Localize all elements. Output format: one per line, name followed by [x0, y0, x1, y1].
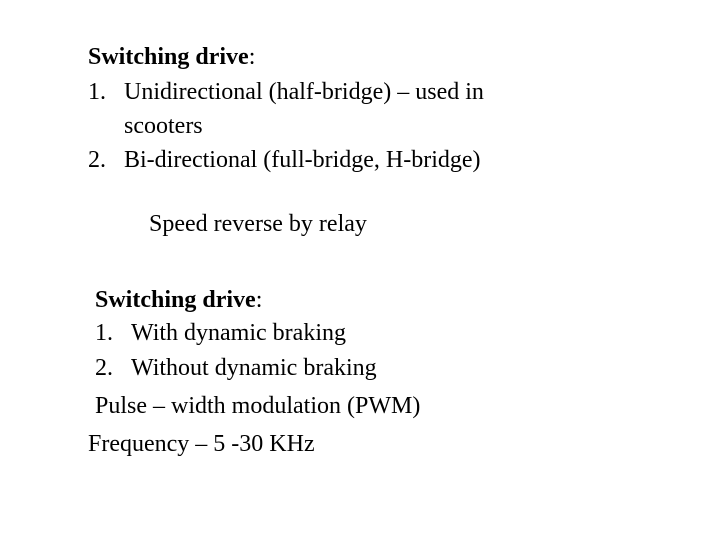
block1-item-2-number: 2. — [88, 147, 106, 173]
block2-item-1-number: 1. — [95, 320, 113, 346]
block2-item-2 — [95, 351, 377, 385]
block2-item-1-text: With dynamic braking — [131, 320, 346, 346]
block2-item-2-text: Without dynamic braking — [131, 355, 377, 381]
block1-heading-bold: Switching drive — [88, 44, 249, 70]
block2-heading-colon: : — [255, 287, 263, 313]
frequency-text: Frequency – 5 -30 KHz — [88, 431, 315, 457]
block2-heading — [95, 283, 262, 317]
speed-reverse-text: Speed reverse by relay — [149, 211, 367, 237]
pwm-text: Pulse – width modulation (PWM) — [95, 393, 421, 419]
block1-heading — [88, 40, 255, 74]
block2-item-1 — [95, 316, 346, 350]
block1-item-2 — [88, 143, 481, 177]
block1-item-1 — [88, 75, 484, 109]
block1-item-1-text: Unidirectional (half-bridge) – used in — [124, 79, 484, 105]
block1-item-2-text: Bi-directional (full-bridge, H-bridge) — [124, 147, 481, 173]
block1-item-1-number: 1. — [88, 79, 106, 105]
block1-item-1-continuation: scooters — [124, 113, 203, 139]
block2-item-2-number: 2. — [95, 355, 113, 381]
block1-heading-colon: : — [248, 44, 256, 70]
block2-heading-bold: Switching drive — [95, 287, 256, 313]
